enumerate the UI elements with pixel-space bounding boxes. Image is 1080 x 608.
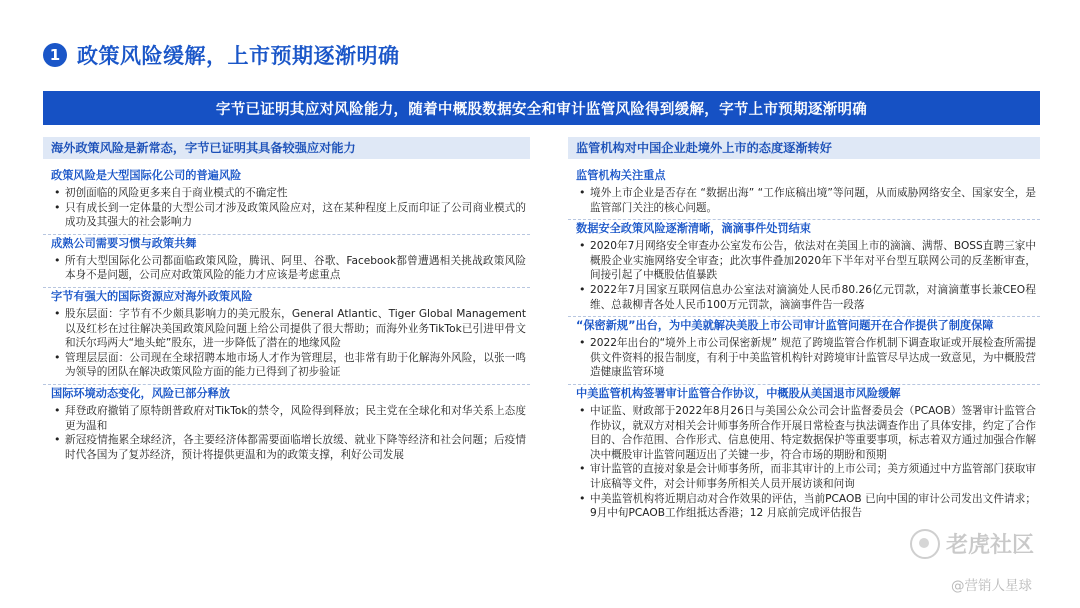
right-column-heading: 监管机构对中国企业赴境外上市的态度逐渐转好 <box>568 137 1040 159</box>
list-item: • 2022年出台的“境外上市公司保密新规” 规范了跨境监管合作机制下调查取证或开展检查所需提供文件资料的报告制度，有利于中美监管机构针对跨境审计监管尽早达成一致意见，为中概股营造健康监管环境 <box>568 336 1040 380</box>
list-item: • 2020年7月网络安全审查办公室发布公告，依法对在美国上市的滴滴、满帮、BOSS直聘三家中概股企业实施网络安全审查；此次事件叠加2020年下半年对平台型互联网公司的反垄断审查，间接引起了中概股估值暴跌 <box>568 239 1040 283</box>
right-column <box>568 137 1040 525</box>
bullet-list <box>43 404 530 462</box>
section-number-badge: 1 <box>43 43 67 67</box>
section-title: 监管机构关注重点 <box>576 169 666 182</box>
section-title: 中美监管机构签署审计监管合作协议，中概股从美国退市风险缓解 <box>568 384 1040 403</box>
list-item: • 新冠疫情拖累全球经济，各主要经济体都需要面临增长放缓、就业下降等经济和社会问题；后疫情时代各国为了复苏经济，预计将提供更温和为的政策支撑，利好公司发展 <box>43 433 530 462</box>
section-title: 数据安全政策风险逐渐清晰，滴滴事件处罚结束 <box>568 219 1040 238</box>
list-item: • 所有大型国际化公司都面临政策风险，腾讯、阿里、谷歌、Facebook都曾遭遇相关挑战政策风险本身不是问题，公司应对政策风险的能力才应该是考虑重点 <box>43 254 530 283</box>
list-item: • 2022年7月国家互联网信息办公室法对滴滴处人民币80.26亿元罚款，对滴滴董事长兼CEO程维、总裁柳青各处人民币100万元罚款，滴滴事件告一段落 <box>568 283 1040 312</box>
list-item: • 中证监、财政部于2022年8月26日与美国公众公司会计监督委员会（PCAOB）签署审计监管合作协议，就双方对相关会计师事务所合作开展日常检查与执法调查作出了具体安排，约定了合作目的、合作范围、合作形式、信息使用、特定数据保护等重要事项，标志着双方通过加强合作解决中概股审计监管问题迈出了关键一步，符合市场的期盼和预期 <box>568 404 1040 462</box>
list-item: • 初创面临的风险更多来自于商业模式的不确定性 <box>43 186 530 201</box>
list-item: • 管理层层面：公司现在全球招聘本地市场人才作为管理层，也非常有助于化解海外风险，以张一鸣为领导的团队在解决政策风险方面的能力已得到了初步验证 <box>43 351 530 380</box>
page-title-row <box>43 42 400 68</box>
list-item: • 境外上市企业是否存在 “数据出海” “工作底稿出境”等问题，从而威胁网络安全、国家安全，是监管部门关注的核心问题。 <box>568 186 1040 215</box>
watermark-logo <box>910 528 1034 559</box>
left-column <box>43 137 530 466</box>
bullet-list <box>43 186 530 230</box>
bullet-list <box>568 239 1040 312</box>
section-title: 成熟公司需要习惯与政策共舞 <box>43 234 530 253</box>
bullet-list <box>43 307 530 380</box>
watermark-handle: @营销人星球 <box>951 578 1032 594</box>
summary-banner: 字节已证明其应对风险能力，随着中概股数据安全和审计监管风险得到缓解，字节上市预期逐渐明确 <box>43 91 1040 125</box>
bullet-list <box>43 254 530 283</box>
section-title: 政策风险是大型国际化公司的普遍风险 <box>51 169 242 182</box>
list-item: • 中美监管机构将近期启动对合作效果的评估，当前PCAOB 已向中国的审计公司发出文件请求；9月中旬PCAOB工作组抵达香港；12 月底前完成评估报告 <box>568 492 1040 521</box>
page-title: 政策风险缓解，上市预期逐渐明确 <box>77 44 400 68</box>
list-item: • 股东层面：字节有不少颇具影响力的美元股东，General Atlantic、Tiger Global Management以及红杉在过往解决美国政策风险问题上给公司提供了很大帮助；而海外业务TikTok已引进甲骨文和沃尔玛两大“地头蛇”股东，进一步降低了潜在的地缘风险 <box>43 307 530 351</box>
section-title: 国际环境动态变化，风险已部分释放 <box>43 384 530 403</box>
left-column-heading: 海外政策风险是新常态，字节已证明其具备较强应对能力 <box>43 137 530 159</box>
bullet-list <box>568 336 1040 380</box>
list-item: • 审计监管的直接对象是会计师事务所，而非其审计的上市公司；美方须通过中方监管部门获取审计底稿等文件，对会计师事务所相关人员开展访谈和问询 <box>568 462 1040 491</box>
paw-icon <box>910 529 940 559</box>
section-title: 字节有强大的国际资源应对海外政策风险 <box>43 287 530 306</box>
bullet-list <box>568 186 1040 215</box>
list-item: • 拜登政府撤销了原特朗普政府对TikTok的禁令，风险得到释放；民主党在全球化和对华关系上态度更为温和 <box>43 404 530 433</box>
watermark-text: 老虎社区 <box>946 533 1035 558</box>
list-item: • 只有成长到一定体量的大型公司才涉及政策风险应对，这在某种程度上反而印证了公司商业模式的成功及其强大的社会影响力 <box>43 201 530 230</box>
section-title: “保密新规”出台，为中美就解决美股上市公司审计监管问题开在合作提供了制度保障 <box>568 316 1040 335</box>
bullet-list <box>568 404 1040 521</box>
